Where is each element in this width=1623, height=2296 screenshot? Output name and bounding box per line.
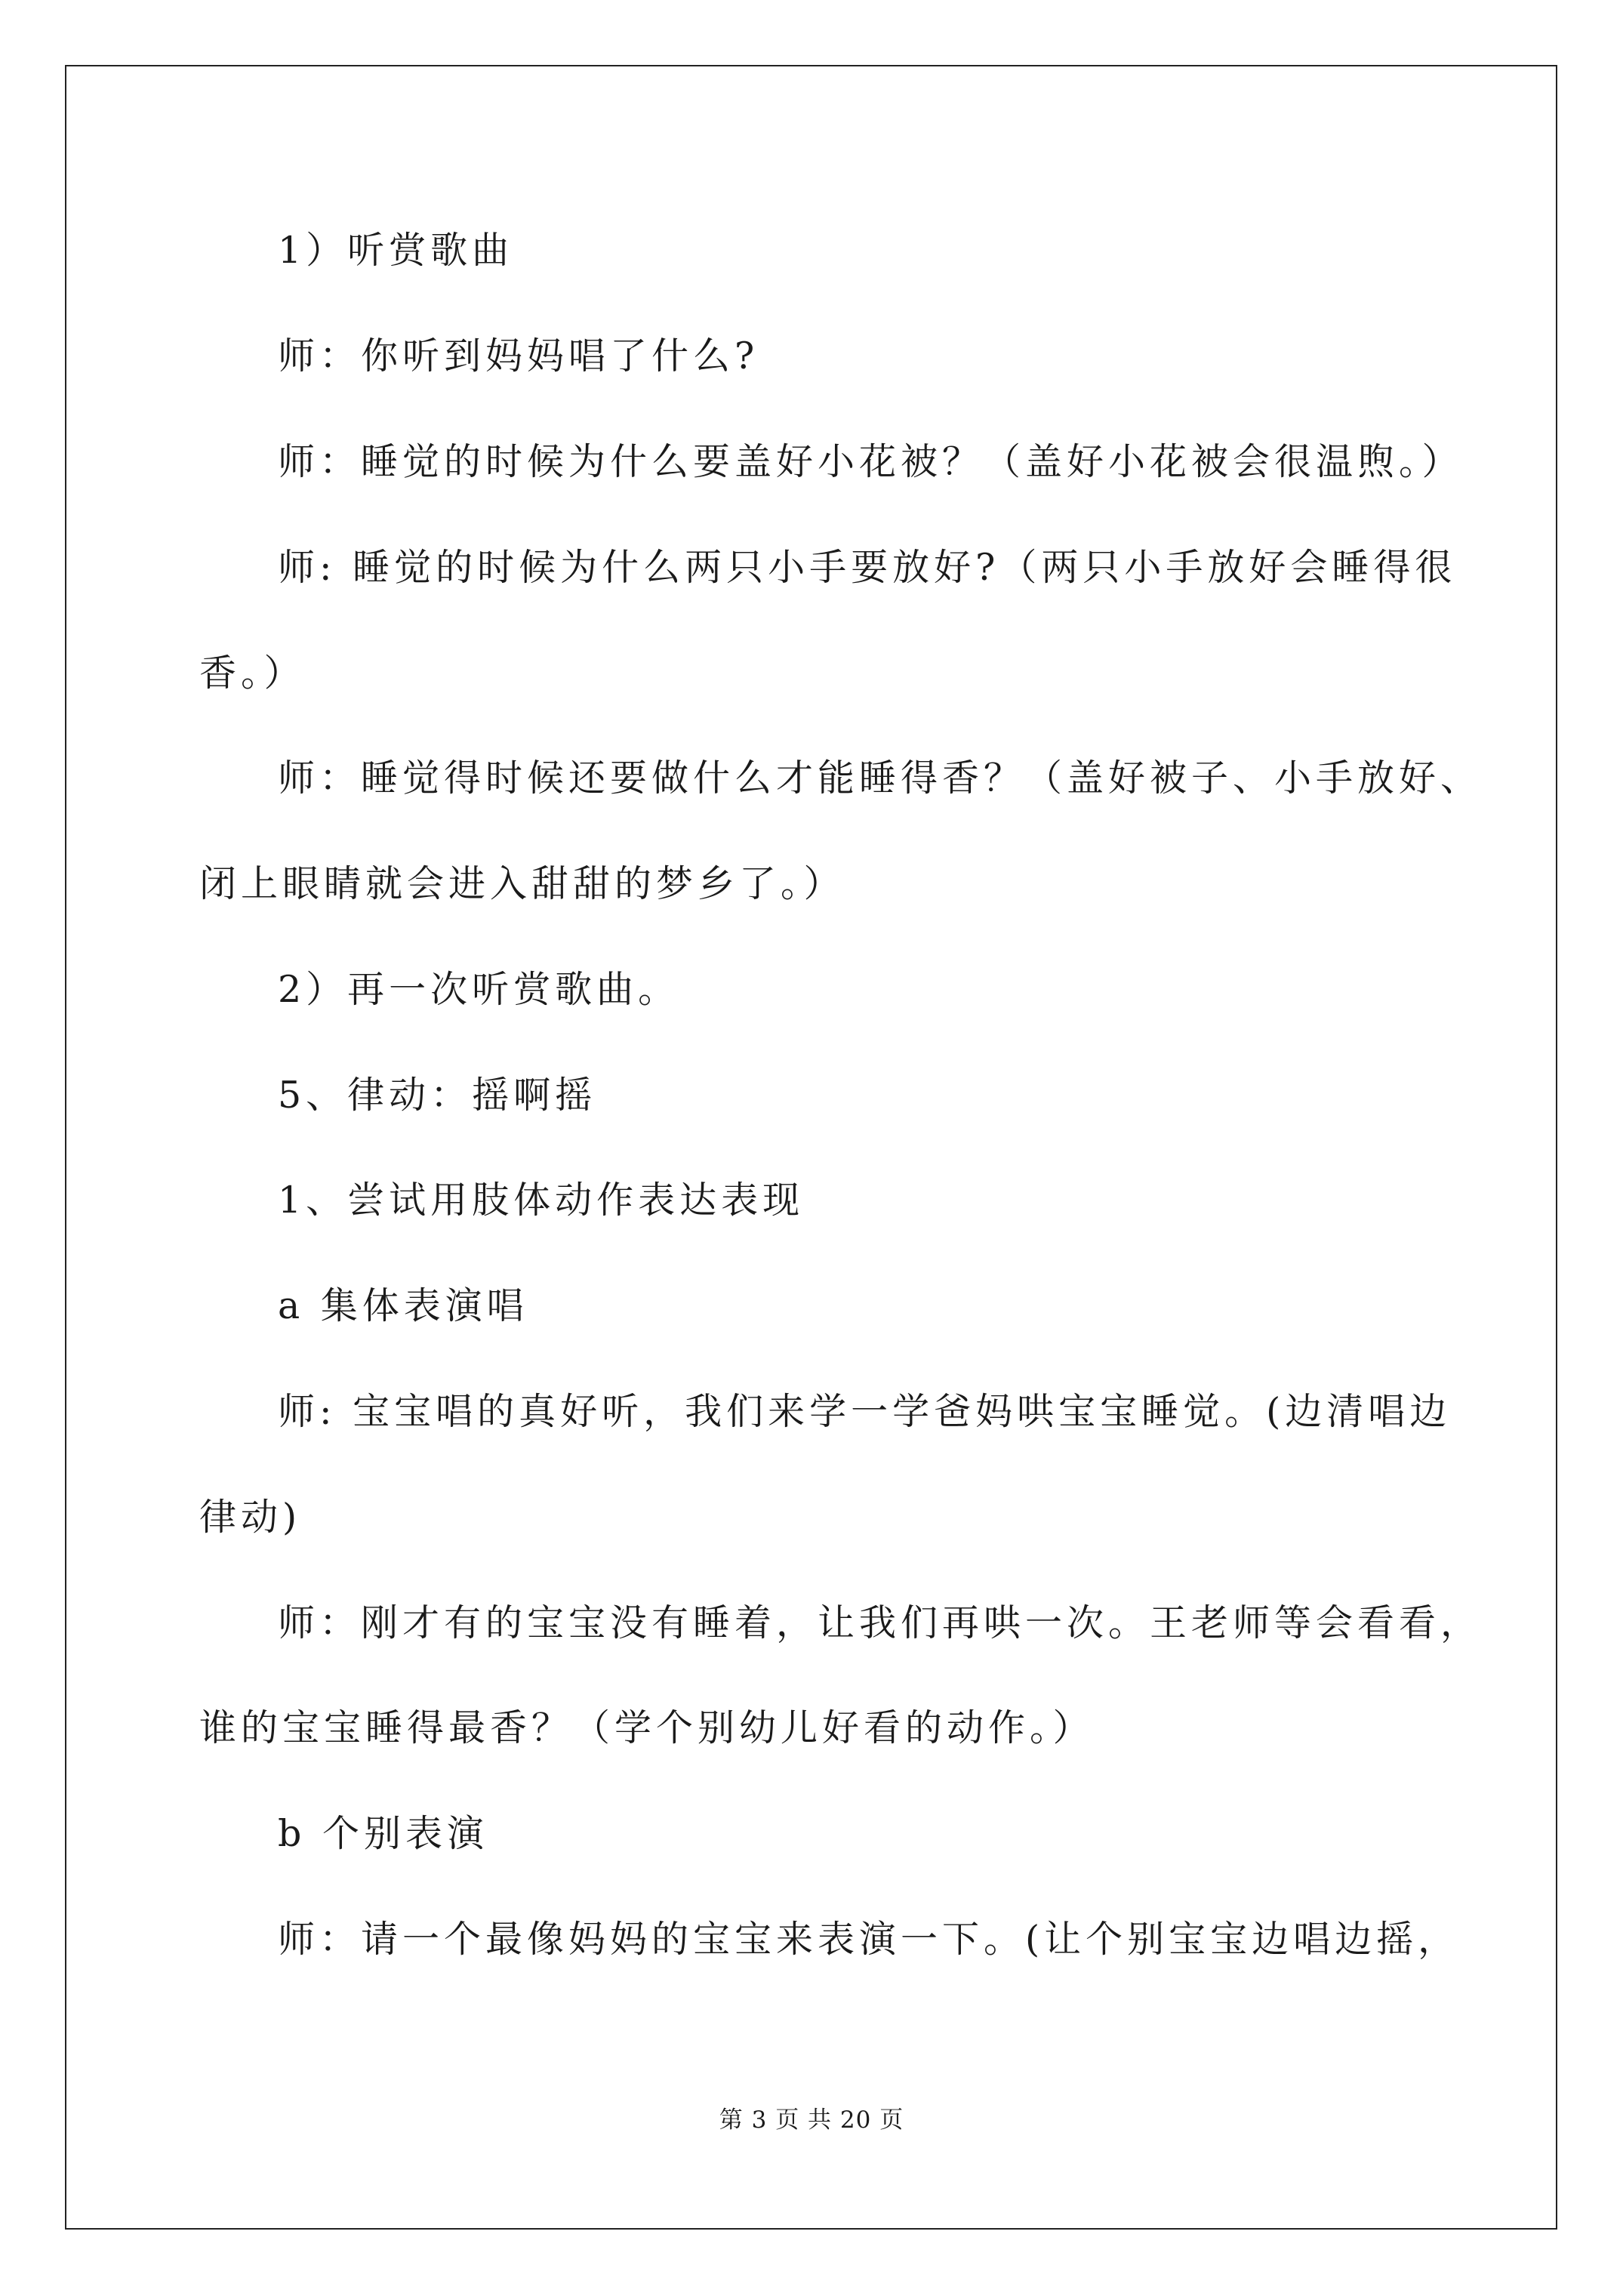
body-line: 1）听赏歌曲 [278,229,514,272]
body-line: 师：请一个最像妈妈的宝宝来表演一下。(让个别宝宝边唱边摇， [278,1918,1460,1961]
body-line: 5、律动：摇啊摇 [278,1074,597,1117]
body-line: 闭上眼睛就会进入甜甜的梦乡了。） [199,862,845,905]
body-line: 师：你听到妈妈唱了什么? [278,334,759,378]
body-line: 师: 宝宝唱的真好听，我们来学一学爸妈哄宝宝睡觉。(边清唱边 [278,1390,1452,1433]
body-line: 师: 睡觉的时候为什么两只小手要放好?（两只小手放好会睡得很 [278,546,1457,589]
body-line: 谁的宝宝睡得最香？（学个别幼儿好看的动作。） [199,1706,1095,1749]
body-line: 律动) [199,1496,302,1539]
body-line: 1、尝试用肢体动作表达表现 [278,1179,805,1222]
body-line: 师：睡觉得时候还要做什么才能睡得香？（盖好被子、小手放好、 [278,757,1483,800]
page-number: 第 3 页 共 20 页 [719,2106,904,2134]
body-line: 师：刚才有的宝宝没有睡着，让我们再哄一次。王老师等会看看， [278,1601,1483,1644]
body-line: 师：睡觉的时候为什么要盖好小花被？（盖好小花被会很温煦。） [278,440,1464,483]
body-line: 2）再一次听赏歌曲。 [278,968,680,1011]
body-line: 香。） [199,652,306,695]
body-line: b 个别表演 [278,1812,488,1855]
page-border [65,65,1557,2230]
body-line: a 集体表演唱 [278,1284,528,1327]
